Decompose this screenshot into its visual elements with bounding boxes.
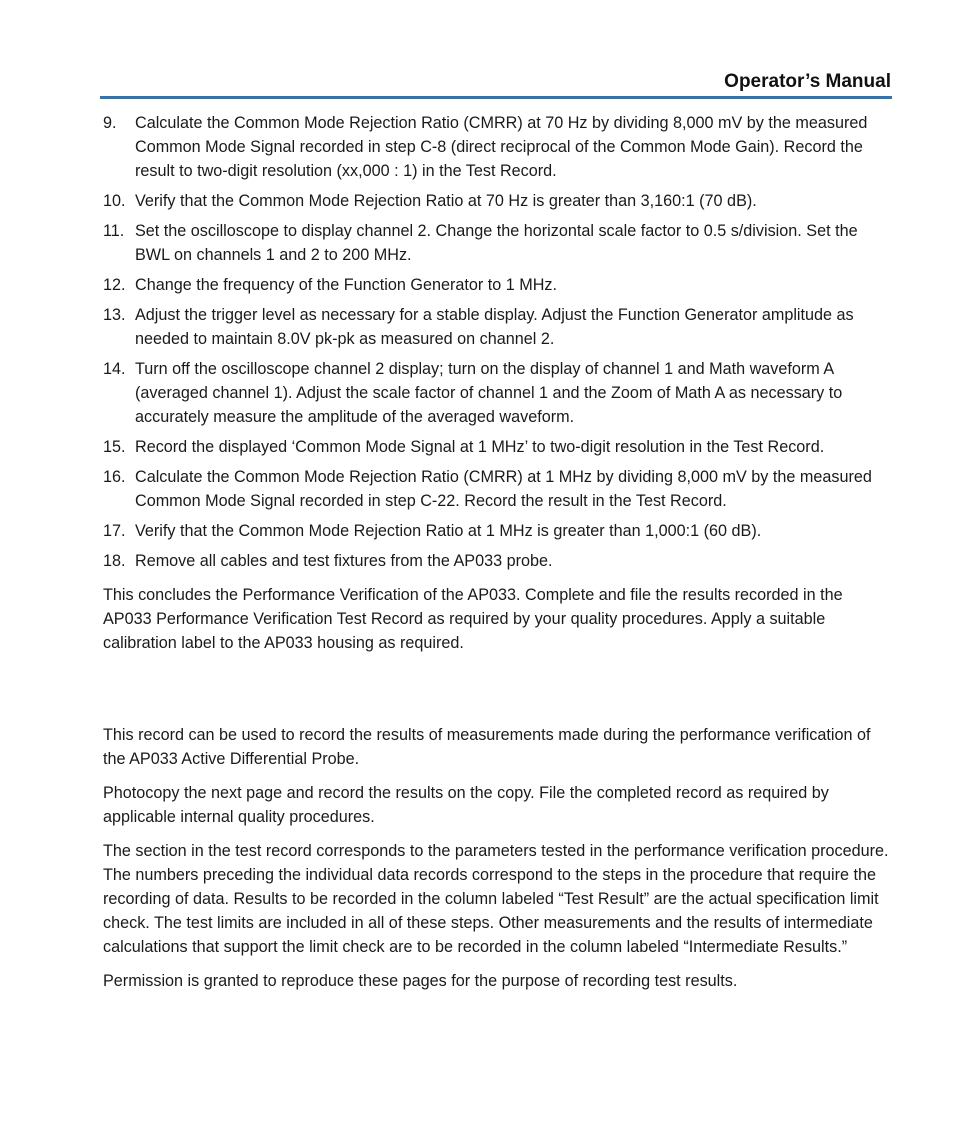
section-gap [103, 665, 893, 723]
step-number: 13. [103, 306, 126, 324]
header-title: Operator’s Manual [724, 71, 891, 92]
step-number: 15. [103, 438, 126, 456]
conclusion-paragraph: This concludes the Performance Verification of the AP033. Complete and file the results recorded in the AP033 Performance Verification Test Record as required by your quality procedures. Apply a suitable calibration label to the AP033 housing as required. [103, 586, 843, 652]
step-10 [103, 189, 893, 213]
step-text: Adjust the trigger level as necessary for a stable display. Adjust the Function Generator amplitude as needed to maintain 8.0V pk-pk as measured on channel 2. [135, 306, 854, 348]
step-number: 17. [103, 522, 126, 540]
step-11 [103, 219, 893, 267]
step-text: Change the frequency of the Function Generator to 1 MHz. [135, 276, 558, 294]
record-paragraph: Permission is granted to reproduce these pages for the purpose of recording test results. [103, 972, 738, 990]
step-number: 14. [103, 360, 126, 378]
step-text: Verify that the Common Mode Rejection Ratio at 70 Hz is greater than 3,160:1 (70 dB). [135, 192, 757, 210]
header-rule [100, 96, 892, 99]
record-paragraph: Photocopy the next page and record the results on the copy. File the completed record as required by applicable internal quality procedures. [103, 784, 829, 826]
step-text: Turn off the oscilloscope channel 2 display; turn on the display of channel 1 and Math waveform A (averaged channel 1). Adjust the scale factor of channel 1 and the Zoom of Math A as necessary to accurately measure the amplitude of the averaged waveform. [135, 360, 843, 426]
step-number: 10. [103, 192, 126, 210]
step-17 [103, 519, 893, 543]
record-paragraph: The section in the test record corresponds to the parameters tested in the performance verification procedure. The numbers preceding the individual data records correspond to the steps in the procedure that require the recording of data. Results to be recorded in the column labeled “Test Result” are the actual specification limit check. The test limits are included in all of these steps. Other measurements and the results of intermediate calculations that support the limit check are to be recorded in the column labeled “Intermediate Results.” [103, 842, 889, 956]
procedure-steps [103, 111, 893, 573]
step-text: Remove all cables and test fixtures from the AP033 probe. [135, 552, 553, 570]
step-text: Calculate the Common Mode Rejection Ratio (CMRR) at 1 MHz by dividing 8,000 mV by the measured Common Mode Signal recorded in step C-22. Record the result in the Test Record. [135, 468, 872, 510]
page-content [103, 111, 893, 1003]
step-number: 12. [103, 276, 126, 294]
step-12 [103, 273, 893, 297]
step-13 [103, 303, 893, 351]
step-number: 11. [103, 222, 125, 240]
record-paragraph: This record can be used to record the results of measurements made during the performance verification of the AP033 Active Differential Probe. [103, 726, 871, 768]
step-text: Record the displayed ‘Common Mode Signal at 1 MHz’ to two-digit resolution in the Test Record. [135, 438, 825, 456]
step-text: Set the oscilloscope to display channel 2. Change the horizontal scale factor to 0.5 s/division. Set the BWL on channels 1 and 2 to 200 MHz. [135, 222, 858, 264]
step-9 [103, 111, 893, 183]
step-number: 18. [103, 552, 126, 570]
step-18 [103, 549, 893, 573]
step-14 [103, 357, 893, 429]
step-text: Calculate the Common Mode Rejection Ratio (CMRR) at 70 Hz by dividing 8,000 mV by the measured Common Mode Signal recorded in step C-8 (direct reciprocal of the Common Mode Gain). Record the result to two-digit resolution (xx,000 : 1) in the Test Record. [135, 114, 868, 180]
step-number: 9. [103, 114, 117, 132]
step-15 [103, 435, 893, 459]
step-number: 16. [103, 468, 126, 486]
step-16 [103, 465, 893, 513]
step-text: Verify that the Common Mode Rejection Ratio at 1 MHz is greater than 1,000:1 (60 dB). [135, 522, 762, 540]
